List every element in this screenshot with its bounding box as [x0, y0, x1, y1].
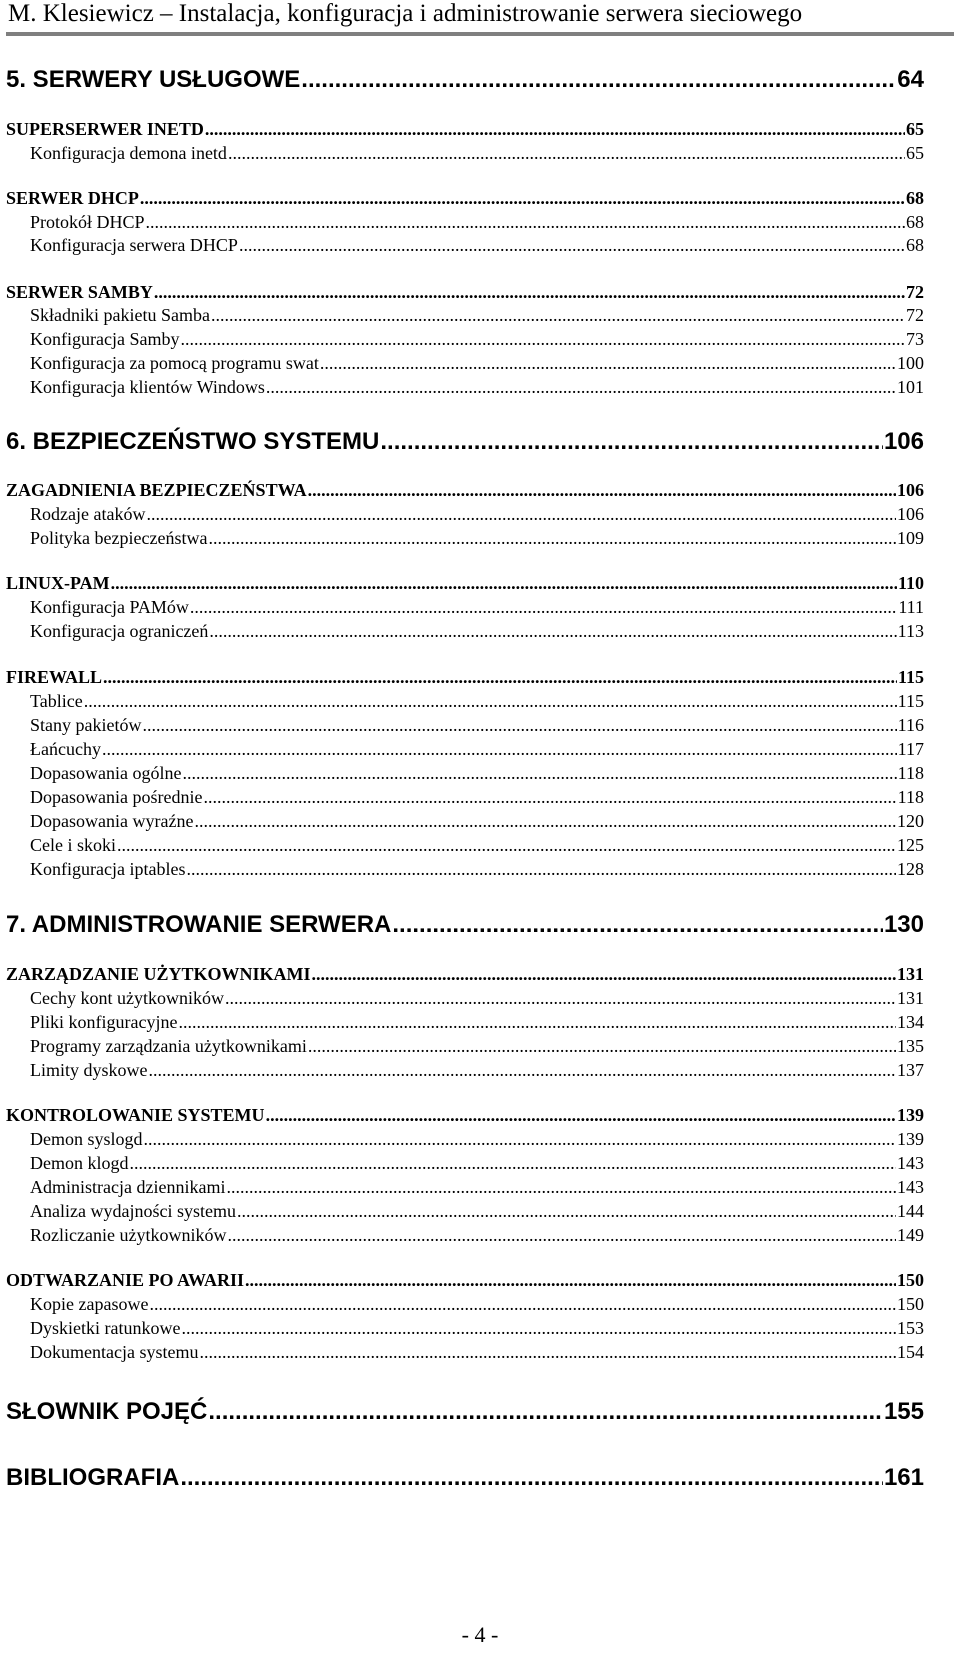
toc-entry-subsection[interactable]	[6, 142, 924, 164]
toc-entry-subsection[interactable]	[6, 503, 924, 525]
toc-entry-title: Dokumentacja systemu	[30, 1342, 199, 1362]
toc-entry-title: BIBLIOGRAFIA	[6, 1464, 180, 1491]
toc-entry-chapter[interactable]	[6, 66, 924, 94]
toc-entry-subsection[interactable]	[6, 810, 924, 832]
toc-entry-title: Konfiguracja Samby	[30, 329, 180, 349]
toc-entry-title: Administracja dziennikami	[30, 1177, 226, 1197]
toc-entry-subsection[interactable]	[6, 527, 924, 549]
toc-entry-page: 117	[897, 739, 924, 759]
toc-entry-title: KONTROLOWANIE SYSTEMU	[6, 1105, 265, 1125]
toc-entry-page: 106	[897, 480, 924, 500]
toc-entry-title: ZARZĄDZANIE UŻYTKOWNIKAMI	[6, 964, 311, 984]
toc-entry-subsection[interactable]	[6, 211, 924, 233]
toc-entry-title: Demon klogd	[30, 1153, 129, 1173]
dot-leader	[149, 1059, 897, 1081]
toc-entry-page: 128	[897, 859, 924, 879]
toc-entry-page: 109	[897, 528, 924, 548]
dot-leader	[227, 1224, 896, 1246]
dot-leader	[146, 503, 896, 525]
toc-entry-page: 149	[897, 1225, 924, 1245]
toc-entry-title: Konfiguracja klientów Windows	[30, 377, 265, 397]
toc-entry-title: Pliki konfiguracyjne	[30, 1012, 178, 1032]
toc-entry-subsection[interactable]	[6, 786, 924, 808]
toc-entry-title: Analiza wydajności systemu	[30, 1201, 236, 1221]
dot-leader	[149, 1293, 896, 1315]
toc-entry-page: 150	[897, 1270, 924, 1290]
dot-leader	[130, 1152, 897, 1174]
toc-entry-title: Konfiguracja PAMów	[30, 597, 189, 617]
dot-leader	[266, 1104, 896, 1126]
toc-entry-subsection[interactable]	[6, 858, 924, 880]
dot-leader	[182, 762, 896, 784]
toc-entry-page: 115	[897, 691, 924, 711]
toc-entry-section[interactable]	[6, 572, 924, 594]
toc-entry-page: 131	[897, 988, 924, 1008]
toc-entry-page: 120	[897, 811, 924, 831]
toc-entry-section[interactable]	[6, 187, 924, 209]
toc-entry-page: 106	[897, 504, 924, 524]
toc-entry-title: Rozliczanie użytkowników	[30, 1225, 227, 1245]
toc-entry-title: SERWER DHCP	[6, 188, 139, 208]
dot-leader	[180, 1464, 883, 1492]
toc-entry-title: FIREWALL	[6, 667, 103, 687]
dot-leader	[154, 281, 905, 303]
toc-entry-title: ODTWARZANIE PO AWARII	[6, 1270, 245, 1290]
toc-entry-subsection[interactable]	[6, 1200, 924, 1222]
dot-leader	[237, 1200, 896, 1222]
toc-entry-section[interactable]	[6, 1104, 924, 1126]
toc-entry-title: SUPERSERWER INETD	[6, 119, 204, 139]
dot-leader	[180, 328, 905, 350]
toc-entry-title: Protokół DHCP	[30, 212, 145, 232]
toc-entry-subsection[interactable]	[6, 304, 924, 326]
toc-entry-subsection[interactable]	[6, 714, 924, 736]
dot-leader	[266, 376, 896, 398]
dot-leader	[228, 142, 905, 164]
toc-entry-subsection[interactable]	[6, 762, 924, 784]
toc-entry-title: 6. BEZPIECZEŃSTWO SYSTEMU	[6, 428, 380, 455]
header-rule	[6, 32, 954, 36]
dot-leader	[103, 666, 897, 688]
toc-entry-title: SERWER SAMBY	[6, 282, 153, 302]
toc-entry-page: 134	[897, 1012, 924, 1032]
dot-leader	[312, 963, 896, 985]
toc-entry-page: 155	[883, 1398, 924, 1425]
toc-entry-subsection[interactable]	[6, 1011, 924, 1033]
toc-entry-title: Dopasowania wyraźne	[30, 811, 194, 831]
toc-entry-subsection[interactable]	[6, 234, 924, 256]
toc-entry-section[interactable]	[6, 963, 924, 985]
toc-entry-title: Programy zarządzania użytkownikami	[30, 1036, 307, 1056]
toc-entry-page: 154	[897, 1342, 924, 1362]
dot-leader	[146, 211, 905, 233]
toc-entry-title: Dopasowania ogólne	[30, 763, 182, 783]
dot-leader	[380, 428, 883, 456]
toc-entry-subsection[interactable]	[6, 738, 924, 760]
toc-entry-title: Kopie zapasowe	[30, 1294, 149, 1314]
dot-leader	[142, 714, 896, 736]
toc-entry-section[interactable]	[6, 666, 924, 688]
dot-leader	[102, 738, 897, 760]
dot-leader	[208, 527, 896, 549]
toc-entry-page: 72	[906, 305, 924, 325]
toc-entry-title: Limity dyskowe	[30, 1060, 148, 1080]
toc-entry-page: 135	[897, 1036, 924, 1056]
toc-entry-page: 139	[897, 1129, 924, 1149]
toc-entry-subsection[interactable]	[6, 1224, 924, 1246]
dot-leader	[181, 1317, 896, 1339]
toc-entry-title: Konfiguracja ograniczeń	[30, 621, 209, 641]
toc-entry-title: SŁOWNIK POJĘĆ	[6, 1398, 208, 1425]
toc-entry-page: 100	[897, 353, 924, 373]
toc-entry-page: 72	[906, 282, 924, 302]
toc-entry-subsection[interactable]	[6, 1317, 924, 1339]
toc-entry-chapter[interactable]	[6, 911, 924, 939]
toc-entry-page: 118	[897, 763, 924, 783]
toc-entry-subsection[interactable]	[6, 328, 924, 350]
toc-entry-subsection[interactable]	[6, 596, 924, 618]
toc-entry-subsection[interactable]	[6, 352, 924, 374]
toc-entry-title: Rodzaje ataków	[30, 504, 146, 524]
toc-entry-subsection[interactable]	[6, 1152, 924, 1174]
toc-entry-title: Stany pakietów	[30, 715, 142, 735]
toc-entry-subsection[interactable]	[6, 690, 924, 712]
dot-leader	[225, 987, 896, 1009]
dot-leader	[208, 1398, 883, 1426]
toc-entry-title: Konfiguracja iptables	[30, 859, 186, 879]
toc-entry-page: 106	[883, 428, 924, 455]
dot-leader	[301, 66, 896, 94]
dot-leader	[203, 786, 896, 808]
dot-leader	[144, 1128, 897, 1150]
dot-leader	[211, 304, 905, 326]
dot-leader	[308, 479, 896, 501]
toc-entry-page: 65	[906, 119, 924, 139]
toc-entry-title: Dyskietki ratunkowe	[30, 1318, 181, 1338]
dot-leader	[199, 1341, 896, 1363]
toc-entry-page: 68	[906, 188, 924, 208]
page-footer	[0, 1622, 960, 1648]
toc-entry-title: Łańcuchy	[30, 739, 101, 759]
toc-entry-title: Tablice	[30, 691, 83, 711]
dot-leader	[320, 352, 896, 374]
toc-entry-page: 139	[897, 1105, 924, 1125]
dot-leader	[111, 572, 897, 594]
dot-leader	[140, 187, 905, 209]
header-title: M. Klesiewicz – Instalacja, konfiguracja i administrowanie serwera sieciowego	[8, 0, 803, 27]
toc-entry-page: 73	[906, 329, 924, 349]
toc-entry-section[interactable]	[6, 479, 924, 501]
dot-leader	[194, 810, 896, 832]
toc-entry-chapter[interactable]	[6, 1398, 924, 1426]
dot-leader	[178, 1011, 896, 1033]
toc-entry-page: 68	[906, 235, 924, 255]
toc-entry-title: Konfiguracja serwera DHCP	[30, 235, 238, 255]
toc-entry-subsection[interactable]	[6, 376, 924, 398]
toc-entry-subsection[interactable]	[6, 1128, 924, 1150]
dot-leader	[308, 1035, 896, 1057]
dot-leader	[186, 858, 896, 880]
toc-entry-title: Konfiguracja za pomocą programu swat	[30, 353, 319, 373]
toc-entry-title: ZAGADNIENIA BEZPIECZEŃSTWA	[6, 480, 307, 500]
toc-entry-subsection[interactable]	[6, 987, 924, 1009]
toc-entry-chapter[interactable]	[6, 1464, 924, 1492]
toc-entry-page: 65	[906, 143, 924, 163]
toc-entry-page: 115	[897, 667, 924, 687]
toc-entry-subsection[interactable]	[6, 1341, 924, 1363]
toc-entry-title: Składniki pakietu Samba	[30, 305, 210, 325]
toc-entry-section[interactable]	[6, 281, 924, 303]
toc-entry-subsection[interactable]	[6, 1059, 924, 1081]
toc-entry-section[interactable]	[6, 1269, 924, 1291]
toc-entry-page: 143	[897, 1177, 924, 1197]
dot-leader	[392, 911, 883, 939]
toc-entry-page: 143	[897, 1153, 924, 1173]
toc-entry-page: 113	[897, 621, 924, 641]
toc-entry-title: LINUX-PAM	[6, 573, 110, 593]
toc-entry-page: 118	[897, 787, 924, 807]
toc-entry-page: 110	[897, 573, 924, 593]
toc-entry-title: Cele i skoki	[30, 835, 116, 855]
toc-entry-page: 150	[897, 1294, 924, 1314]
toc-entry-title: 7. ADMINISTROWANIE SERWERA	[6, 911, 392, 938]
dot-leader	[239, 234, 905, 256]
toc-entry-section[interactable]	[6, 118, 924, 140]
toc-entry-page: 125	[897, 835, 924, 855]
dot-leader	[205, 118, 905, 140]
toc-entry-title: Cechy kont użytkowników	[30, 988, 224, 1008]
toc-entry-subsection[interactable]	[6, 834, 924, 856]
dot-leader	[84, 690, 897, 712]
toc-entry-page: 130	[883, 911, 924, 938]
dot-leader	[190, 596, 898, 618]
toc-entry-title: Demon syslogd	[30, 1129, 143, 1149]
toc-entry-title: Konfiguracja demona inetd	[30, 143, 227, 163]
toc-entry-title: Polityka bezpieczeństwa	[30, 528, 208, 548]
toc-entry-subsection[interactable]	[6, 1176, 924, 1198]
toc-entry-page: 111	[898, 597, 924, 617]
toc-entry-page: 161	[883, 1464, 924, 1491]
dot-leader	[245, 1269, 896, 1291]
toc-entry-page: 131	[897, 964, 924, 984]
toc-entry-subsection[interactable]	[6, 1293, 924, 1315]
page-number: - 4 -	[461, 1622, 499, 1647]
toc-entry-page: 64	[897, 66, 924, 93]
dot-leader	[226, 1176, 896, 1198]
toc-entry-subsection[interactable]	[6, 1035, 924, 1057]
toc-entry-chapter[interactable]	[6, 428, 924, 456]
toc-entry-page: 101	[897, 377, 924, 397]
toc-entry-page: 116	[897, 715, 924, 735]
toc-entry-title: Dopasowania pośrednie	[30, 787, 203, 807]
dot-leader	[117, 834, 896, 856]
toc-entry-subsection[interactable]	[6, 620, 924, 642]
toc-entry-page: 144	[897, 1201, 924, 1221]
dot-leader	[209, 620, 896, 642]
toc-entry-page: 137	[897, 1060, 924, 1080]
toc-entry-title: 5. SERWERY USŁUGOWE	[6, 66, 301, 93]
toc-entry-page: 153	[897, 1318, 924, 1338]
toc-entry-page: 68	[906, 212, 924, 232]
